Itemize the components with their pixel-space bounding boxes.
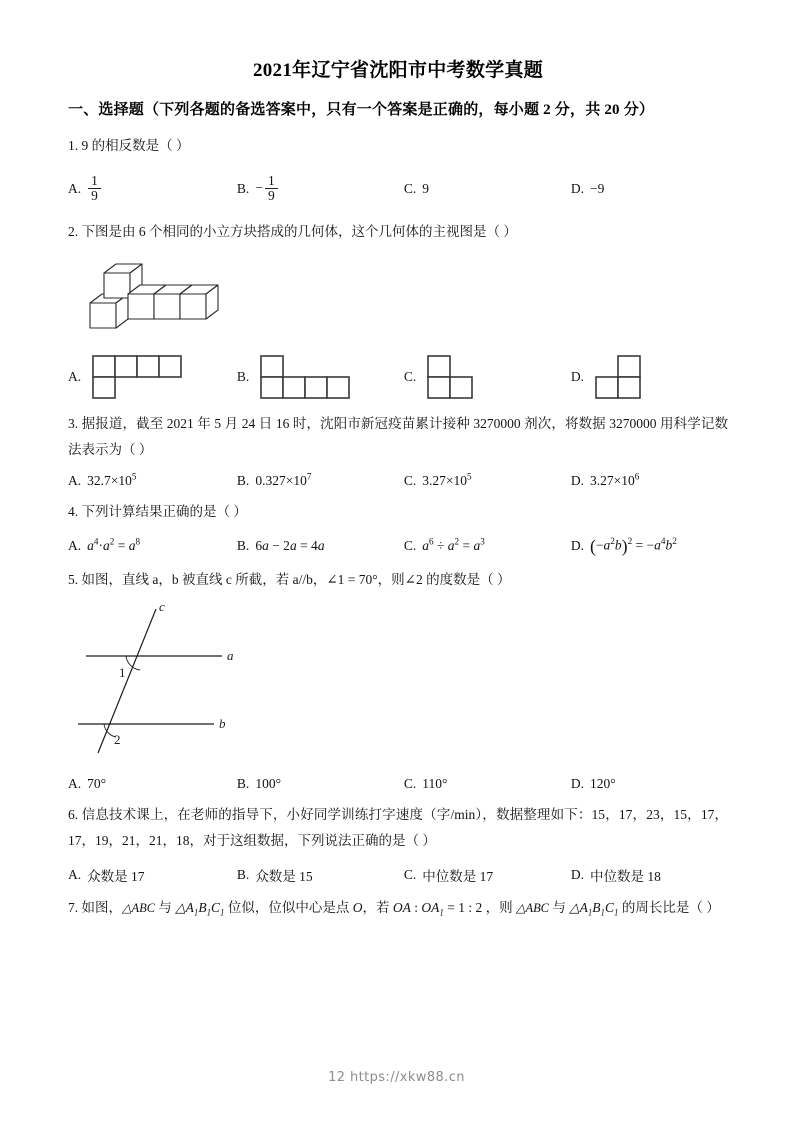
option-label: C. (403, 775, 417, 791)
option-4-B[interactable] (237, 536, 404, 557)
option-6-A[interactable] (68, 865, 237, 885)
page-title: 2021年辽宁省沈阳市中考数学真题 (252, 60, 544, 81)
option-5-A[interactable] (68, 776, 237, 792)
label-angle-1: 1 (119, 664, 126, 680)
option-value: 中位数是 17 (422, 868, 494, 884)
fraction (265, 174, 278, 203)
option-value: 70° (87, 775, 107, 791)
label-c: c (159, 600, 165, 614)
question-3-options (68, 473, 728, 489)
option-1-D[interactable] (571, 181, 728, 197)
parallel-lines-figure (74, 601, 728, 766)
mantissa: 0.327 (255, 473, 286, 489)
option-2-A[interactable] (68, 353, 237, 401)
option-4-D[interactable] (571, 536, 728, 557)
option-label: D. (570, 775, 584, 791)
option-value: 众数是 15 (255, 868, 313, 884)
option-value: 6a − 2a = 4a (255, 538, 325, 554)
option-6-D[interactable] (571, 865, 728, 885)
option-label: B. (236, 473, 250, 489)
option-5-B[interactable] (237, 776, 404, 792)
option-5-C[interactable] (404, 776, 571, 792)
parallel-lines-svg (74, 601, 304, 761)
exponent: 7 (306, 471, 312, 482)
option-6-C[interactable] (404, 865, 571, 885)
option-value: 中位数是 18 (589, 868, 661, 884)
option-value (87, 175, 102, 204)
base: 10 (453, 473, 468, 489)
mantissa: 3.27 (589, 473, 614, 489)
option-2-C[interactable] (404, 353, 571, 401)
option-value: $3.27\times 10^6$ (589, 471, 640, 489)
exponent: 6 (634, 471, 640, 482)
ratio-oa-oa1: OA (392, 899, 411, 915)
minus-sign: − (255, 180, 263, 196)
question-6 (68, 802, 728, 885)
option-2-B[interactable] (237, 353, 404, 401)
ratio-oa1: $OA_1$ (421, 899, 444, 918)
six-cube-solid-figure (82, 258, 728, 343)
option-label: A. (68, 538, 82, 554)
option-label: B. (236, 368, 250, 384)
question-7-stem-part1: 7. 如图， (68, 899, 122, 915)
exponent: 5 (467, 471, 472, 482)
triangle-a1b1c1: $\triangle A_1B_1C_1$ (175, 899, 225, 918)
option-label: D. (570, 538, 584, 554)
option-value: $a^4\cdot a^2 = a^8$ (87, 536, 141, 554)
question-1 (68, 133, 728, 209)
base: 10 (293, 473, 307, 489)
base: 10 (118, 473, 132, 489)
option-label: D. (570, 181, 584, 197)
label-a: a (227, 647, 234, 663)
option-label: B. (236, 538, 250, 554)
fraction (88, 174, 101, 203)
fraction-denominator: 9 (88, 188, 101, 203)
front-view-shape-A (91, 353, 191, 401)
option-label: D. (570, 866, 584, 882)
front-view-shape-C (426, 353, 486, 401)
option-label: A. (68, 181, 82, 197)
triangle-a1b1c1-2: $\triangle A_1B_1C_1$ (569, 899, 619, 918)
exponent: 5 (131, 471, 137, 482)
option-label: C. (403, 368, 417, 384)
option-value: 120° (589, 775, 616, 791)
option-3-B[interactable] (237, 473, 404, 489)
option-4-C[interactable] (404, 536, 571, 557)
question-6-options (68, 865, 728, 885)
question-3-stem: 3. 据报道，截至 2021 年 5 月 24 日 16 时，沈阳市新冠疫苗累计接种 3270000 剂次，将数据 3270000 用科学记数法表示为（ ） (68, 415, 728, 457)
point-o: O (352, 899, 363, 915)
question-2-options (68, 353, 728, 401)
question-4-stem: 4. 下列计算结果正确的是（ ） (68, 504, 247, 520)
option-label: D. (570, 473, 584, 489)
option-value: 100° (255, 775, 281, 791)
page-footer: 12 https://xkw88.cn (328, 1070, 465, 1085)
question-5-stem: 5. 如图，直线 a，b 被直线 c 所截，若 a//b，∠1 = 70°，则∠2 的度数是（ ） (68, 571, 511, 587)
question-1-stem: 1. 9 的相反数是（ ） (68, 138, 190, 153)
base: 10 (621, 473, 635, 489)
question-3 (68, 411, 728, 490)
option-label: B. (236, 866, 250, 882)
option-label: B. (236, 181, 250, 197)
option-label: B. (236, 775, 250, 791)
option-value: $32.7\times 10^5$ (87, 471, 137, 489)
option-label: C. (403, 181, 417, 197)
question-5-options (68, 776, 728, 792)
option-value: $a^6 \div a^2 = a^3$ (422, 536, 485, 554)
option-2-D[interactable] (571, 353, 728, 401)
question-7-stem-part2: 是（ ） (675, 899, 720, 915)
option-3-D[interactable] (571, 473, 728, 489)
option-label: A. (68, 775, 82, 791)
triangle-abc-small-2: △ABC (515, 900, 549, 915)
triangle-abc-small: △ABC (122, 900, 155, 915)
option-value: 9 (422, 181, 430, 197)
option-value: $0.327\times 10^7$ (255, 471, 312, 489)
option-label: A. (68, 473, 82, 489)
option-4-A[interactable] (68, 536, 237, 557)
question-7-stem: 7. 如图，△ABC 与 $\triangle A_1B_1C_1$ 位似，位似中心是点 O，若 OA : $OA_1 = 1$ : 2 ，则 △ABC 与 $\triangle A_1B_1C_1$ 的周长比是（ ） (68, 899, 720, 918)
option-label: C. (403, 538, 417, 554)
option-value: $(-a^2b)^2 = -a^4b^2$ (589, 535, 677, 556)
option-label: C. (403, 866, 417, 882)
option-label: A. (68, 368, 82, 384)
option-label: C. (403, 473, 417, 489)
option-value (255, 175, 278, 204)
option-value: 110° (422, 775, 448, 791)
front-view-shape-B (259, 353, 359, 401)
option-label: D. (570, 368, 584, 384)
cube-solid-svg (82, 258, 242, 338)
question-5 (68, 567, 728, 792)
option-3-C[interactable] (404, 473, 571, 489)
label-b: b (219, 715, 226, 731)
question-2 (68, 219, 728, 400)
fraction-numerator: 1 (267, 173, 275, 189)
page-content (68, 55, 728, 931)
option-label: A. (68, 866, 82, 882)
question-4 (68, 499, 728, 556)
mantissa: 3.27 (422, 473, 446, 489)
option-5-D[interactable] (571, 776, 728, 792)
option-3-A[interactable] (68, 473, 237, 489)
option-value: 众数是 17 (87, 868, 145, 884)
question-4-options (68, 536, 728, 557)
mantissa: 32.7 (87, 473, 111, 489)
option-6-B[interactable] (237, 865, 404, 885)
question-1-options (68, 169, 728, 209)
section-heading: 一、选择题（下列各题的备选答案中，只有一个答案是正确的，每小题 2 分，共 20 分） (68, 102, 655, 118)
option-1-C[interactable] (404, 181, 571, 197)
fraction-denominator: 9 (265, 188, 278, 203)
option-value: $3.27\times 10^5$ (422, 471, 472, 489)
question-6-stem: 6. 信息技术课上，在老师的指导下，小好同学训练打字速度（字/min），数据整理如下：15，17，23，15，17，17，19，21，21，18，对于这组数据，下列说法正确的是（ ） (68, 806, 728, 849)
label-angle-2: 2 (114, 731, 121, 747)
question-2-stem: 2. 下图是由 6 个相同的小立方块搭成的几何体，这个几何体的主视图是（ ） (68, 224, 517, 240)
option-1-B[interactable] (237, 175, 404, 204)
option-value: −9 (589, 181, 605, 197)
fraction-numerator: 1 (91, 173, 98, 189)
question-7 (68, 895, 728, 921)
front-view-shape-D (594, 353, 654, 401)
option-1-A[interactable] (68, 175, 237, 204)
